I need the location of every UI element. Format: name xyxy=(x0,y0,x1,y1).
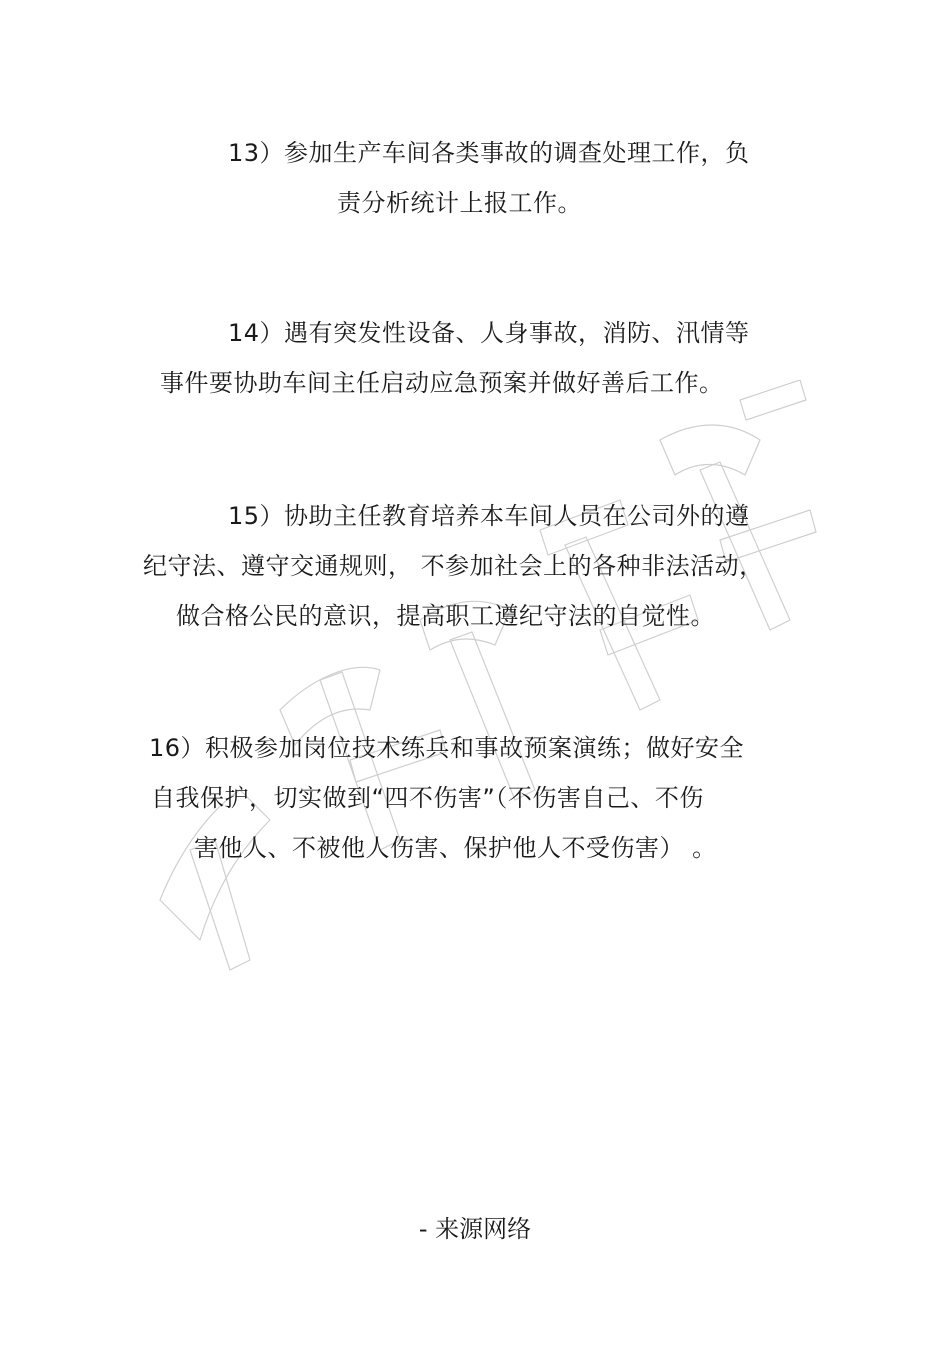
text-line: 14）遇有突发性设备、人身事故，消防、汛情等 xyxy=(228,319,750,347)
text-line: 做合格公民的意识，提高职工遵纪守法的自觉性。 xyxy=(176,602,715,630)
text-line: 纪守法、遵守交通规则， 不参加社会上的各种非法活动， xyxy=(143,552,764,580)
text-line: 事件要协助车间主任启动应急预案并做好善后工作。 xyxy=(160,369,724,397)
text-line: 13）参加生产车间各类事故的调查处理工作，负 xyxy=(228,139,750,167)
text-line: 责分析统计上报工作。 xyxy=(337,189,582,217)
text-line: 15）协助主任教育培养本车间人员在公司外的遵 xyxy=(228,502,750,530)
text-line: 自我保护，切实做到“四不伤害”（不伤害自己、不伤 xyxy=(151,784,704,812)
text-line: 害他人、不被他人伤害、保护他人不受伤害） 。 xyxy=(194,834,717,862)
text-line: 16）积极参加岗位技术练兵和事故预案演练；做好安全 xyxy=(149,734,745,762)
watermark-graphic xyxy=(120,380,840,1000)
footer-source: - 来源网络 xyxy=(418,1215,532,1243)
